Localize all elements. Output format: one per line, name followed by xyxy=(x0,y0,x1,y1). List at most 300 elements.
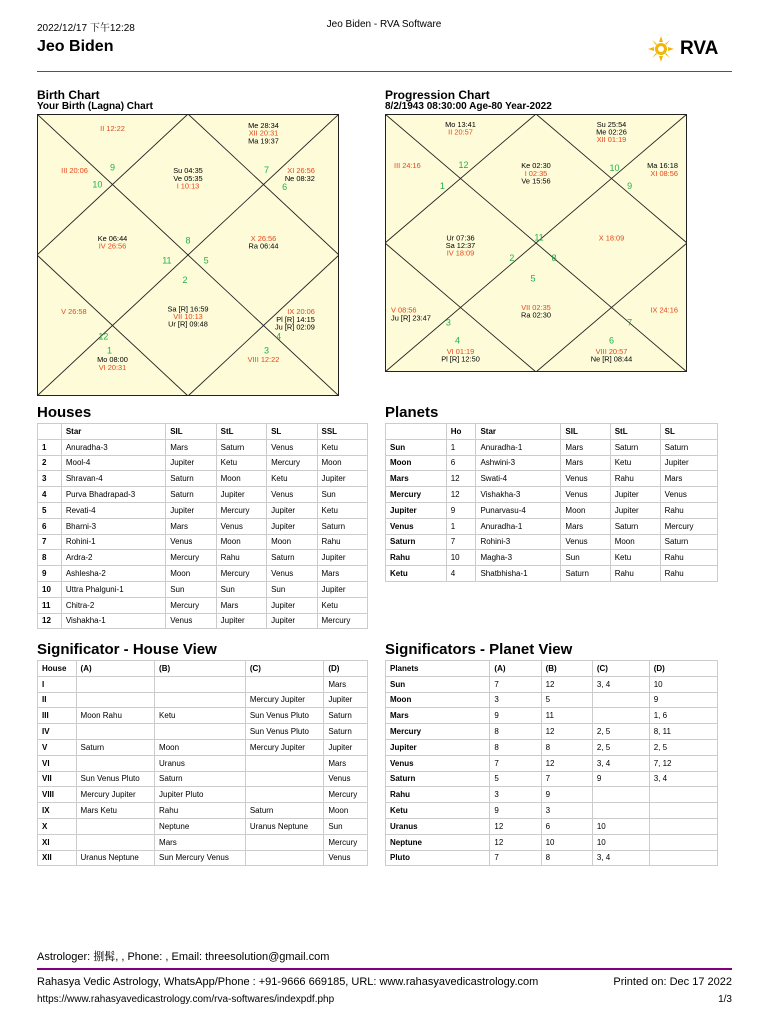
sig-house-cell: Mercury xyxy=(324,787,368,803)
birth-chart-cell-text: VII 10:13 xyxy=(173,312,203,321)
sig-planet-cell: 1, 6 xyxy=(649,708,717,724)
sig-house-row xyxy=(38,850,368,866)
progression-chart-house-number: 9 xyxy=(627,180,633,191)
houses-cell: 3 xyxy=(38,471,62,487)
planets-header-cell: SIL xyxy=(561,424,610,440)
houses-cell: Purva Bhadrapad-3 xyxy=(61,487,165,503)
sig-planet-cell xyxy=(649,787,717,803)
sig-planet-cell: 7 xyxy=(490,850,541,866)
sig-house-cell xyxy=(155,692,246,708)
houses-row xyxy=(38,502,368,518)
houses-cell: Bharni-3 xyxy=(61,518,165,534)
sig-house-cell: Saturn xyxy=(324,724,368,740)
sig-planet-cell: 8 xyxy=(541,850,592,866)
sig-house-cell: Sun Mercury Venus xyxy=(155,850,246,866)
sig-house-cell: II xyxy=(38,692,77,708)
sig-planet-cell: 12 xyxy=(541,676,592,692)
birth-chart-cell-text: VIII 12:22 xyxy=(247,355,280,365)
sig-house-cell xyxy=(245,771,324,787)
sig-planet-cell: 8 xyxy=(490,739,541,755)
sig-planet-cell: 2, 5 xyxy=(592,739,649,755)
houses-cell: Saturn xyxy=(216,439,266,455)
planets-cell: Mars xyxy=(660,471,717,487)
planets-cell: Mars xyxy=(561,455,610,471)
houses-cell: Jupiter xyxy=(166,455,216,471)
sig-planet-cell: 3 xyxy=(490,692,541,708)
sig-house-cell: Mercury Jupiter xyxy=(76,787,155,803)
houses-cell: Uttra Phalguni-1 xyxy=(61,581,165,597)
houses-cell: 7 xyxy=(38,534,62,550)
houses-cell: Mars xyxy=(317,566,368,582)
houses-cell: Jupiter xyxy=(216,487,266,503)
planets-cell: 9 xyxy=(446,502,476,518)
houses-cell: Venus xyxy=(166,534,216,550)
birth-chart-cell-text: V 26:58 xyxy=(61,307,87,317)
birth-chart-cell-text: III 20:06 xyxy=(61,166,88,176)
planets-cell: 4 xyxy=(446,566,476,582)
planets-cell: Saturn xyxy=(561,566,610,582)
houses-cell: Sun xyxy=(166,581,216,597)
houses-cell: Ketu xyxy=(317,597,368,613)
houses-cell: Venus xyxy=(267,439,317,455)
houses-header-row xyxy=(38,424,368,440)
houses-cell: Mercury xyxy=(166,550,216,566)
sig-planet-cell: 3, 4 xyxy=(592,850,649,866)
sig-house-row xyxy=(38,692,368,708)
sig-planet-cell: 9 xyxy=(649,692,717,708)
progression-chart-cell-text: IV 18:09 xyxy=(446,248,475,258)
birth-chart-cell-text: XI 26:56 xyxy=(287,166,315,176)
sig-house-cell xyxy=(245,676,324,692)
houses-cell: Mool-4 xyxy=(61,455,165,471)
sig-planet-cell: 7 xyxy=(490,755,541,771)
birth-chart-subtitle: Your Birth (Lagna) Chart xyxy=(37,101,153,112)
sig-house-cell xyxy=(155,724,246,740)
planets-cell: Venus xyxy=(561,471,610,487)
progression-chart-cell-text: II 20:57 xyxy=(448,127,473,137)
houses-cell: Mars xyxy=(166,439,216,455)
houses-cell: Venus xyxy=(216,518,266,534)
houses-cell: 9 xyxy=(38,566,62,582)
sig-planet-cell: 6 xyxy=(541,818,592,834)
birth-chart-cell-text: X 26:56 xyxy=(250,233,277,243)
sig-house-cell xyxy=(76,724,155,740)
progression-chart-subtitle: 8/2/1943 08:30:00 Age-80 Year-2022 xyxy=(385,101,552,112)
sig-planet-cell: 3, 4 xyxy=(649,771,717,787)
birth-chart-house-number: 2 xyxy=(182,275,188,286)
sig-house-cell: Moon Rahu xyxy=(76,708,155,724)
sig-house-cell: XII xyxy=(38,850,77,866)
sig-planet-cell: 8 xyxy=(541,739,592,755)
sig-house-cell: Jupiter Pluto xyxy=(155,787,246,803)
birth-chart-cell-text: Ke 06:44 xyxy=(97,233,128,243)
houses-cell: Mercury xyxy=(166,597,216,613)
sig-house-cell xyxy=(76,676,155,692)
birth-chart-cell-text: Ur [R] 09:48 xyxy=(168,319,208,329)
planets-cell: Rahu xyxy=(610,471,660,487)
sig-house-cell: Mars xyxy=(155,834,246,850)
sig-house-cell: Jupiter xyxy=(324,692,368,708)
houses-header-cell: SSL xyxy=(317,424,368,440)
sig-house-cell: Uranus Neptune xyxy=(76,850,155,866)
progression-chart-house-number: 4 xyxy=(454,335,460,346)
planets-row xyxy=(386,534,718,550)
sig-planet-cell: Mars xyxy=(386,708,490,724)
houses-cell: Rohini-1 xyxy=(61,534,165,550)
birth-chart-house-number: 7 xyxy=(264,165,270,176)
birth-chart-cell-text: Mo 08:00 xyxy=(97,355,128,365)
sig-planet-cell xyxy=(649,850,717,866)
planets-header-cell: Ho xyxy=(446,424,476,440)
houses-row xyxy=(38,613,368,629)
planets-header-cell: SL xyxy=(660,424,717,440)
planets-cell: Rohini-3 xyxy=(476,534,561,550)
sig-planet-row xyxy=(386,676,718,692)
houses-cell: Moon xyxy=(216,534,266,550)
houses-row xyxy=(38,487,368,503)
houses-header-cell xyxy=(38,424,62,440)
sig-house-cell: X xyxy=(38,818,77,834)
progression-chart-cell-text: Ma 16:18 xyxy=(647,161,678,171)
sig-house-row xyxy=(38,771,368,787)
houses-cell: Jupiter xyxy=(267,597,317,613)
houses-cell: Jupiter xyxy=(317,471,368,487)
logo-text: RVA xyxy=(680,38,719,59)
sig-house-cell: I xyxy=(38,676,77,692)
progression-chart-cell-text: Ne [R] 08:44 xyxy=(590,354,633,364)
progression-chart-cell-text: I 02:35 xyxy=(524,168,548,178)
planets-cell: Swati-4 xyxy=(476,471,561,487)
sig-planet-cell: 3 xyxy=(541,803,592,819)
sig-house-cell: Saturn xyxy=(76,739,155,755)
progression-chart-cell-text: Ke 02:30 xyxy=(521,161,551,171)
progression-chart-cell-text: VII 02:35 xyxy=(521,303,551,313)
sig-planet-cell: Mercury xyxy=(386,724,490,740)
sig-house-cell: III xyxy=(38,708,77,724)
page-number: 1/3 xyxy=(718,994,732,1005)
houses-cell: Vishakha-1 xyxy=(61,613,165,629)
houses-cell: Moon xyxy=(317,455,368,471)
houses-cell: Shravan-4 xyxy=(61,471,165,487)
sig-house-cell xyxy=(245,755,324,771)
houses-cell: 1 xyxy=(38,439,62,455)
progression-chart-cell-text: XI 08:56 xyxy=(650,168,678,178)
sig-planet-header-cell: (A) xyxy=(490,661,541,677)
houses-cell: Mercury xyxy=(317,613,368,629)
sig-planet-header-cell: (B) xyxy=(541,661,592,677)
planets-row xyxy=(386,439,718,455)
houses-cell: Jupiter xyxy=(216,613,266,629)
progression-chart-house-number: 7 xyxy=(627,317,633,328)
sig-house-cell xyxy=(76,692,155,708)
sig-house-cell: Sun xyxy=(324,818,368,834)
progression-chart-cell-text: VI 01:19 xyxy=(446,346,475,356)
planets-cell: Rahu xyxy=(660,566,717,582)
houses-cell: Mars xyxy=(166,518,216,534)
sun-logo-icon xyxy=(648,36,674,62)
sig-planet-cell: 12 xyxy=(541,755,592,771)
sig-house-cell: Venus xyxy=(324,850,368,866)
houses-cell: Rahu xyxy=(216,550,266,566)
sig-house-cell: VI xyxy=(38,755,77,771)
sig-planet-title: Significators - Planet View xyxy=(385,641,573,658)
planets-cell: Anuradha-1 xyxy=(476,518,561,534)
birth-chart-house-number: 11 xyxy=(162,255,172,266)
planets-cell: 12 xyxy=(446,487,476,503)
planets-cell: Mercury xyxy=(386,487,447,503)
sig-planet-cell: 9 xyxy=(592,771,649,787)
sig-house-row xyxy=(38,755,368,771)
houses-cell: Venus xyxy=(166,613,216,629)
sig-house-row xyxy=(38,739,368,755)
sig-planet-cell: Uranus xyxy=(386,818,490,834)
houses-cell: Moon xyxy=(216,471,266,487)
houses-header-cell: Star xyxy=(61,424,165,440)
sig-planet-cell: Neptune xyxy=(386,834,490,850)
houses-cell: 4 xyxy=(38,487,62,503)
sig-house-row xyxy=(38,818,368,834)
birth-chart-house-number: 12 xyxy=(98,331,109,342)
planets-cell: Venus xyxy=(561,534,610,550)
planets-cell: Ashwini-3 xyxy=(476,455,561,471)
sig-planet-row xyxy=(386,708,718,724)
planets-cell: Jupiter xyxy=(386,502,447,518)
sig-house-cell: VIII xyxy=(38,787,77,803)
planets-header-cell xyxy=(386,424,447,440)
sig-house-cell: Rahu xyxy=(155,803,246,819)
sig-house-row xyxy=(38,708,368,724)
sig-planet-header-cell: (C) xyxy=(592,661,649,677)
planets-cell: Mars xyxy=(561,518,610,534)
planets-cell: Ketu xyxy=(610,455,660,471)
houses-cell: Ketu xyxy=(317,502,368,518)
birth-chart-cell-text: VI 20:31 xyxy=(98,362,127,372)
birth-chart-cell-text: I 10:13 xyxy=(176,181,200,191)
birth-chart-cell-text: Su 04:35 xyxy=(173,166,203,176)
sig-house-row xyxy=(38,787,368,803)
planets-header-row xyxy=(386,424,718,440)
houses-cell: Ketu xyxy=(317,439,368,455)
sig-planet-cell: 10 xyxy=(592,834,649,850)
houses-cell: Anuradha-3 xyxy=(61,439,165,455)
sig-house-cell: Sun Venus Pluto xyxy=(76,771,155,787)
sig-house-cell: Mercury xyxy=(324,834,368,850)
sig-house-row xyxy=(38,834,368,850)
sig-house-cell: Mars xyxy=(324,755,368,771)
sig-planet-cell xyxy=(592,692,649,708)
birth-chart-house-number: 3 xyxy=(264,345,270,356)
planets-cell: Shatbhisha-1 xyxy=(476,566,561,582)
planets-cell: Moon xyxy=(386,455,447,471)
sig-house-header-cell: (A) xyxy=(76,661,155,677)
print-datetime: 2022/12/17 下午12:28 xyxy=(37,23,135,34)
planets-cell: Ketu xyxy=(610,550,660,566)
sig-planet-cell: Sun xyxy=(386,676,490,692)
sig-planet-cell: 9 xyxy=(490,803,541,819)
birth-chart-house-number: 4 xyxy=(276,331,282,342)
printed-date: Printed on: Dec 17 2022 xyxy=(613,976,732,988)
sig-planet-cell xyxy=(649,834,717,850)
progression-chart-cell-text: Mo 13:41 xyxy=(445,119,476,129)
planets-cell: 12 xyxy=(446,471,476,487)
houses-cell: Sun xyxy=(216,581,266,597)
birth-chart-house-number: 1 xyxy=(106,345,112,356)
progression-chart-house-number: 1 xyxy=(439,180,445,191)
sig-house-cell xyxy=(76,755,155,771)
houses-cell: Sun xyxy=(267,581,317,597)
houses-cell: Sun xyxy=(317,487,368,503)
planets-cell: Venus xyxy=(386,518,447,534)
planets-cell: Saturn xyxy=(610,439,660,455)
birth-chart-cell-text: Ra 06:44 xyxy=(248,241,279,251)
progression-chart-cell-text: III 24:16 xyxy=(394,161,421,171)
houses-cell: Saturn xyxy=(267,550,317,566)
birth-chart xyxy=(37,114,339,396)
progression-chart-cell-text: IX 24:16 xyxy=(650,305,678,315)
progression-chart-house-number: 3 xyxy=(445,317,451,328)
sig-house-table xyxy=(37,660,368,866)
planets-cell: 1 xyxy=(446,439,476,455)
planets-cell: Mars xyxy=(561,439,610,455)
sig-house-cell: Sun Venus Pluto xyxy=(245,724,324,740)
sig-house-cell xyxy=(245,834,324,850)
sig-planet-cell: 8 xyxy=(490,724,541,740)
houses-row xyxy=(38,581,368,597)
sig-planet-cell: 10 xyxy=(592,818,649,834)
birth-chart-cell-text: XII 20:31 xyxy=(248,128,279,138)
sig-planet-cell: Jupiter xyxy=(386,739,490,755)
sig-house-header-cell: (C) xyxy=(245,661,324,677)
sig-planet-header-cell: Planets xyxy=(386,661,490,677)
birth-chart-cell-text: Ne 08:32 xyxy=(284,173,315,183)
birth-chart-title: Birth Chart xyxy=(37,88,100,102)
sig-house-cell: Neptune xyxy=(155,818,246,834)
houses-cell: 2 xyxy=(38,455,62,471)
birth-chart-cell-text: Sa [R] 16:59 xyxy=(167,304,209,314)
houses-cell: Moon xyxy=(267,534,317,550)
sig-planet-cell: Rahu xyxy=(386,787,490,803)
sig-house-cell: Moon xyxy=(155,739,246,755)
sig-house-cell: Uranus Neptune xyxy=(245,818,324,834)
birth-chart-house-number: 8 xyxy=(185,235,191,246)
sig-planet-cell: Pluto xyxy=(386,850,490,866)
sig-planet-cell xyxy=(592,708,649,724)
houses-cell: Mercury xyxy=(267,455,317,471)
planets-cell: Jupiter xyxy=(610,487,660,503)
houses-cell: Jupiter xyxy=(166,502,216,518)
houses-cell: Ardra-2 xyxy=(61,550,165,566)
sig-house-cell: Mars Ketu xyxy=(76,803,155,819)
sig-house-cell: Jupiter xyxy=(324,739,368,755)
progression-chart-house-number: 10 xyxy=(609,162,620,173)
sig-planet-cell: 9 xyxy=(490,708,541,724)
birth-chart-cell-text: Ma 19:37 xyxy=(248,136,279,146)
houses-cell: Saturn xyxy=(166,487,216,503)
houses-cell: Jupiter xyxy=(267,518,317,534)
planets-cell: Mars xyxy=(386,471,447,487)
astrologer-info: Astrologer: 捌髯, , Phone: , Email: threesolution@gmail.com xyxy=(37,951,330,963)
houses-cell: Moon xyxy=(166,566,216,582)
planets-table xyxy=(385,423,718,582)
sig-house-cell: IX xyxy=(38,803,77,819)
houses-cell: Saturn xyxy=(166,471,216,487)
sig-house-cell: Venus xyxy=(324,771,368,787)
progression-chart-house-number: 8 xyxy=(551,253,557,264)
sig-house-cell xyxy=(76,818,155,834)
houses-cell: Ashlesha-2 xyxy=(61,566,165,582)
sig-planet-row xyxy=(386,850,718,866)
progression-chart-cell-text: Pl [R] 12:50 xyxy=(441,354,480,364)
houses-cell: 12 xyxy=(38,613,62,629)
birth-chart-cell-text: Ve 05:35 xyxy=(173,173,203,183)
houses-cell: Jupiter xyxy=(317,550,368,566)
sig-planet-row xyxy=(386,755,718,771)
progression-chart-title: Progression Chart xyxy=(385,88,490,102)
sig-planet-row xyxy=(386,818,718,834)
planets-cell: 1 xyxy=(446,518,476,534)
planets-cell: Ketu xyxy=(386,566,447,582)
progression-chart-cell-text: X 18:09 xyxy=(598,233,625,243)
birth-chart-cell-text: IV 26:56 xyxy=(98,241,127,251)
sig-house-row xyxy=(38,724,368,740)
company-info: Rahasya Vedic Astrology, WhatsApp/Phone : +91-9666 669185, URL: www.rahasyavedicastrology.com xyxy=(37,976,539,988)
planets-cell: Punarvasu-4 xyxy=(476,502,561,518)
progression-chart-cell-text: V 08:56 xyxy=(391,305,417,315)
houses-cell: Chitra-2 xyxy=(61,597,165,613)
planets-header-cell: StL xyxy=(610,424,660,440)
sig-house-cell: Sun Venus Pluto xyxy=(245,708,324,724)
planets-cell: Venus xyxy=(561,487,610,503)
houses-cell: Venus xyxy=(267,487,317,503)
houses-cell: Jupiter xyxy=(317,581,368,597)
birth-chart-house-number: 6 xyxy=(282,182,288,193)
houses-title: Houses xyxy=(37,404,92,421)
birth-chart-cell-text: Me 28:34 xyxy=(248,121,279,131)
sig-planet-cell xyxy=(592,787,649,803)
planets-row xyxy=(386,455,718,471)
planets-cell: Moon xyxy=(561,502,610,518)
planets-cell: Sun xyxy=(561,550,610,566)
sig-house-cell: Mars xyxy=(324,676,368,692)
planets-cell: 7 xyxy=(446,534,476,550)
sig-planet-cell xyxy=(649,818,717,834)
progression-chart-cell-text: Ra 02:30 xyxy=(521,310,551,320)
sig-house-cell xyxy=(245,850,324,866)
sig-planet-cell: 8, 11 xyxy=(649,724,717,740)
sig-house-cell xyxy=(155,676,246,692)
planets-cell: 10 xyxy=(446,550,476,566)
sig-house-cell: Saturn xyxy=(245,803,324,819)
houses-cell: Revati-4 xyxy=(61,502,165,518)
sig-planet-row xyxy=(386,692,718,708)
sig-planet-cell: 3, 4 xyxy=(592,676,649,692)
sig-planet-cell: Moon xyxy=(386,692,490,708)
houses-cell: Mercury xyxy=(216,502,266,518)
houses-cell: Jupiter xyxy=(267,613,317,629)
birth-chart-cell-text: II 12:22 xyxy=(100,123,125,133)
sig-planet-row xyxy=(386,834,718,850)
sig-planet-cell: 3, 4 xyxy=(592,755,649,771)
houses-cell: Venus xyxy=(267,566,317,582)
sig-house-title: Significator - House View xyxy=(37,641,217,658)
houses-cell: Mercury xyxy=(216,566,266,582)
sig-planet-cell: 12 xyxy=(490,834,541,850)
sig-planet-cell: 2, 5 xyxy=(649,739,717,755)
houses-row xyxy=(38,550,368,566)
planets-cell: Rahu xyxy=(660,550,717,566)
birth-chart-house-number: 10 xyxy=(92,179,103,190)
houses-row xyxy=(38,534,368,550)
